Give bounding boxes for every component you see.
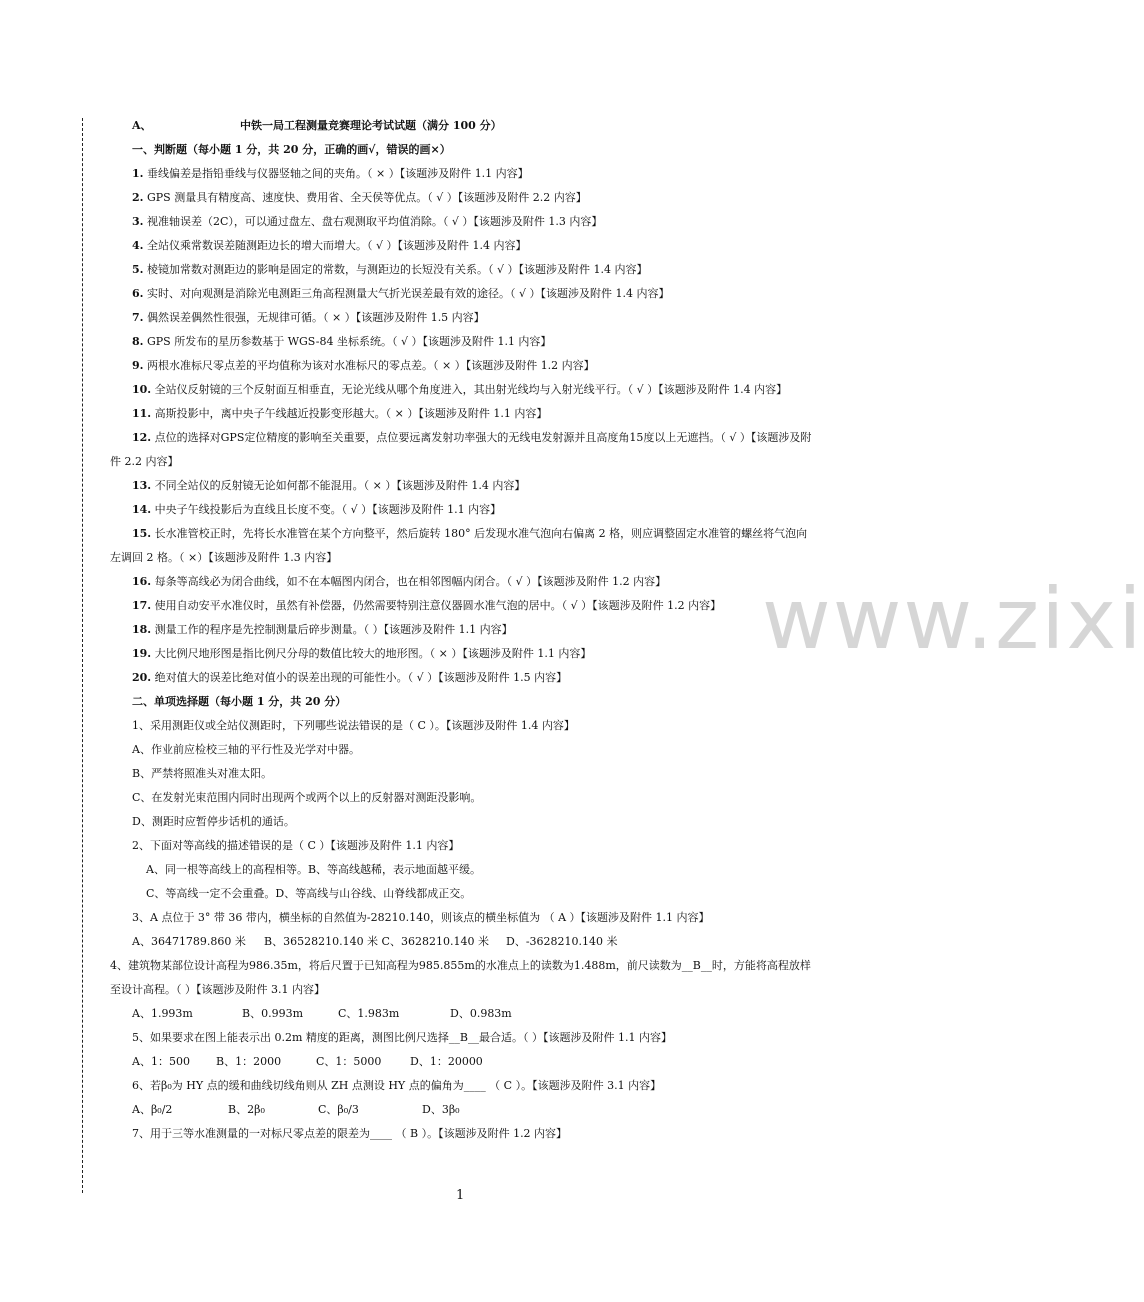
question-item: 12. 点位的选择对GPS定位精度的影响至关重要，点位要远离发射功率强大的无线电发射源并且高度角15度以上无遮挡。（ √ ）【该题涉及附件 2.2 内容】 (110, 431, 812, 468)
choice-question-stem: 2、下面对等高线的描述错误的是（ C ）【该题涉及附件 1.1 内容】 (132, 839, 460, 852)
question-item: 17. 使用自动安平水准仪时，虽然有补偿器，仍然需要特别注意仪器圆水准气泡的居中。（ √ ）【该题涉及附件 1.2 内容】 (132, 599, 722, 612)
choice-question-stem: 1、采用测距仪或全站仪测距时，下列哪些说法错误的是（ C ）。【该题涉及附件 1.4 内容】 (132, 719, 575, 732)
choice-option: C、β₀/3 (318, 1103, 359, 1116)
choice-options-row (110, 1002, 816, 1026)
section-heading-choice: 二、单项选择题（每小题 1 分，共 20 分） (132, 695, 347, 708)
choice-option: B、2β₀ (228, 1103, 265, 1116)
choice-option: D、测距时应暂停步话机的通话。 (132, 815, 295, 828)
question-item: 20. 绝对值大的误差比绝对值小的误差出现的可能性小。（ √ ）【该题涉及附件 1.5 内容】 (132, 671, 568, 684)
question-item: 2. GPS 测量具有精度高、速度快、费用省、全天侯等优点。（ √ ）【该题涉及附件 2.2 内容】 (132, 191, 587, 204)
choice-option: A、1：500 (132, 1055, 190, 1068)
version-letter: A、 (132, 119, 152, 132)
choice-question-stem: 6、若β₀为 HY 点的缓和曲线切线角则从 ZH 点测设 HY 点的偏角为____ （ C ）。【该题涉及附件 3.1 内容】 (132, 1079, 662, 1092)
choice-option: C、在发射光束范围内同时出现两个或两个以上的反射器对测距没影响。 (132, 791, 482, 804)
choice-option: D、3β₀ (422, 1103, 460, 1116)
choice-option: D、1：20000 (410, 1055, 483, 1068)
question-item: 8. GPS 所发布的星历参数基于 WGS-84 坐标系统。（ √ ）【该题涉及附件 1.1 内容】 (132, 335, 552, 348)
choice-options-row (110, 930, 816, 954)
choice-options-row (110, 1050, 816, 1074)
choice-option: A、同一根等高线上的高程相等。B、等高线越稀，表示地面越平缓。 (146, 863, 482, 876)
page-number: 1 (456, 1188, 465, 1203)
binding-line (82, 118, 83, 1193)
choice-option: B、36528210.140 米 C、3628210.140 米 (264, 935, 489, 948)
choice-option: D、-3628210.140 米 (506, 935, 618, 948)
question-item: 14. 中央子午线投影后为直线且长度不变。（ √ ）【该题涉及附件 1.1 内容】 (132, 503, 502, 516)
choice-option: B、1：2000 (216, 1055, 282, 1068)
choice-options-row (110, 1098, 816, 1122)
choice-option: B、0.993m (242, 1007, 304, 1020)
choice-option: A、1.993m (132, 1007, 193, 1020)
question-item: 13. 不同全站仪的反射镜无论如何都不能混用。（ × ）【该题涉及附件 1.4 内容】 (132, 479, 526, 492)
question-item: 3. 视准轴误差（2C），可以通过盘左、盘右观测取平均值消除。（ √ ）【该题涉及附件 1.3 内容】 (132, 215, 603, 228)
choice-option: A、β₀/2 (132, 1103, 173, 1116)
choice-option: A、36471789.860 米 (132, 935, 246, 948)
question-item: 18. 测量工作的程序是先控制测量后碎步测量。（ ）【该题涉及附件 1.1 内容】 (132, 623, 513, 636)
document-title: 中铁一局工程测量竞赛理论考试试题（满分 100 分） (240, 119, 502, 132)
question-item: 16. 每条等高线必为闭合曲线，如不在本幅图内闭合，也在相邻图幅内闭合。（ √ ）【该题涉及附件 1.2 内容】 (132, 575, 667, 588)
question-item: 9. 两根水准标尺零点差的平均值称为该对水准标尺的零点差。（ × ）【该题涉及附件 1.2 内容】 (132, 359, 595, 372)
choice-option: C、1：5000 (316, 1055, 382, 1068)
choice-question-stem: 3、A 点位于 3° 带 36 带内，横坐标的自然值为-28210.140，则该点的横坐标值为 （ A ）【该题涉及附件 1.1 内容】 (132, 911, 710, 924)
section-heading-judgement: 一、判断题（每小题 1 分，共 20 分，正确的画√，错误的画×） (132, 143, 451, 156)
choice-option: A、作业前应检校三轴的平行性及光学对中器。 (132, 743, 360, 756)
choice-option: C、1.983m (338, 1007, 400, 1020)
question-item: 7. 偶然误差偶然性很强，无规律可循。（ × ）【该题涉及附件 1.5 内容】 (132, 311, 485, 324)
question-item: 6. 实时、对向观测是消除光电测距三角高程测量大气折光误差最有效的途径。（ √ ）【该题涉及附件 1.4 内容】 (132, 287, 670, 300)
choice-question-stem: 5、如果要求在图上能表示出 0.2m 精度的距离，测图比例尺选择__B__最合适。（ ）【该题涉及附件 1.1 内容】 (132, 1031, 672, 1044)
choice-question-stem: 4、建筑物某部位设计高程为986.35m，将后尺置于已知高程为985.855m的水准点上的读数为1.488m，前尺读数为__B__时，方能将高程放样至设计高程。（ ）【该题涉及附件 3.1 内容】 (110, 959, 811, 996)
document-title-row (110, 114, 816, 138)
question-item: 10. 全站仪反射镜的三个反射面互相垂直，无论光线从哪个角度进入，其出射光线均与入射光线平行。（ √ ）【该题涉及附件 1.4 内容】 (132, 383, 788, 396)
question-item: 11. 高斯投影中，离中央子午线越近投影变形越大。（ × ）【该题涉及附件 1.1 内容】 (132, 407, 548, 420)
question-item: 19. 大比例尺地形图是指比例尺分母的数值比较大的地形图。（ × ）【该题涉及附件 1.1 内容】 (132, 647, 592, 660)
question-item: 1. 垂线偏差是指铅垂线与仪器竖轴之间的夹角。（ × ）【该题涉及附件 1.1 内容】 (132, 167, 529, 180)
choice-option: B、严禁将照准头对准太阳。 (132, 767, 273, 780)
choice-question-stem: 7、用于三等水准测量的一对标尺零点差的限差为____ （ B ）。【该题涉及附件 1.2 内容】 (132, 1127, 568, 1140)
choice-option: C、等高线一定不会重叠。D、等高线与山谷线、山脊线都成正交。 (146, 887, 472, 900)
watermark: www.zixi (762, 570, 1144, 668)
choice-option: D、0.983m (450, 1007, 512, 1020)
question-item: 5. 棱镜加常数对测距边的影响是固定的常数，与测距边的长短没有关系。（ √ ）【该题涉及附件 1.4 内容】 (132, 263, 648, 276)
question-item: 4. 全站仪乘常数误差随测距边长的增大而增大。（ √ ）【该题涉及附件 1.4 内容】 (132, 239, 527, 252)
exam-page (110, 114, 816, 1146)
question-item: 15. 长水准管校正时，先将长水准管在某个方向整平，然后旋转 180° 后发现水准气泡向右偏离 2 格，则应调整固定水准管的螺丝将气泡向左调回 2 格。（ ×）【该题涉及附件 1.3 内容】 (110, 527, 808, 564)
